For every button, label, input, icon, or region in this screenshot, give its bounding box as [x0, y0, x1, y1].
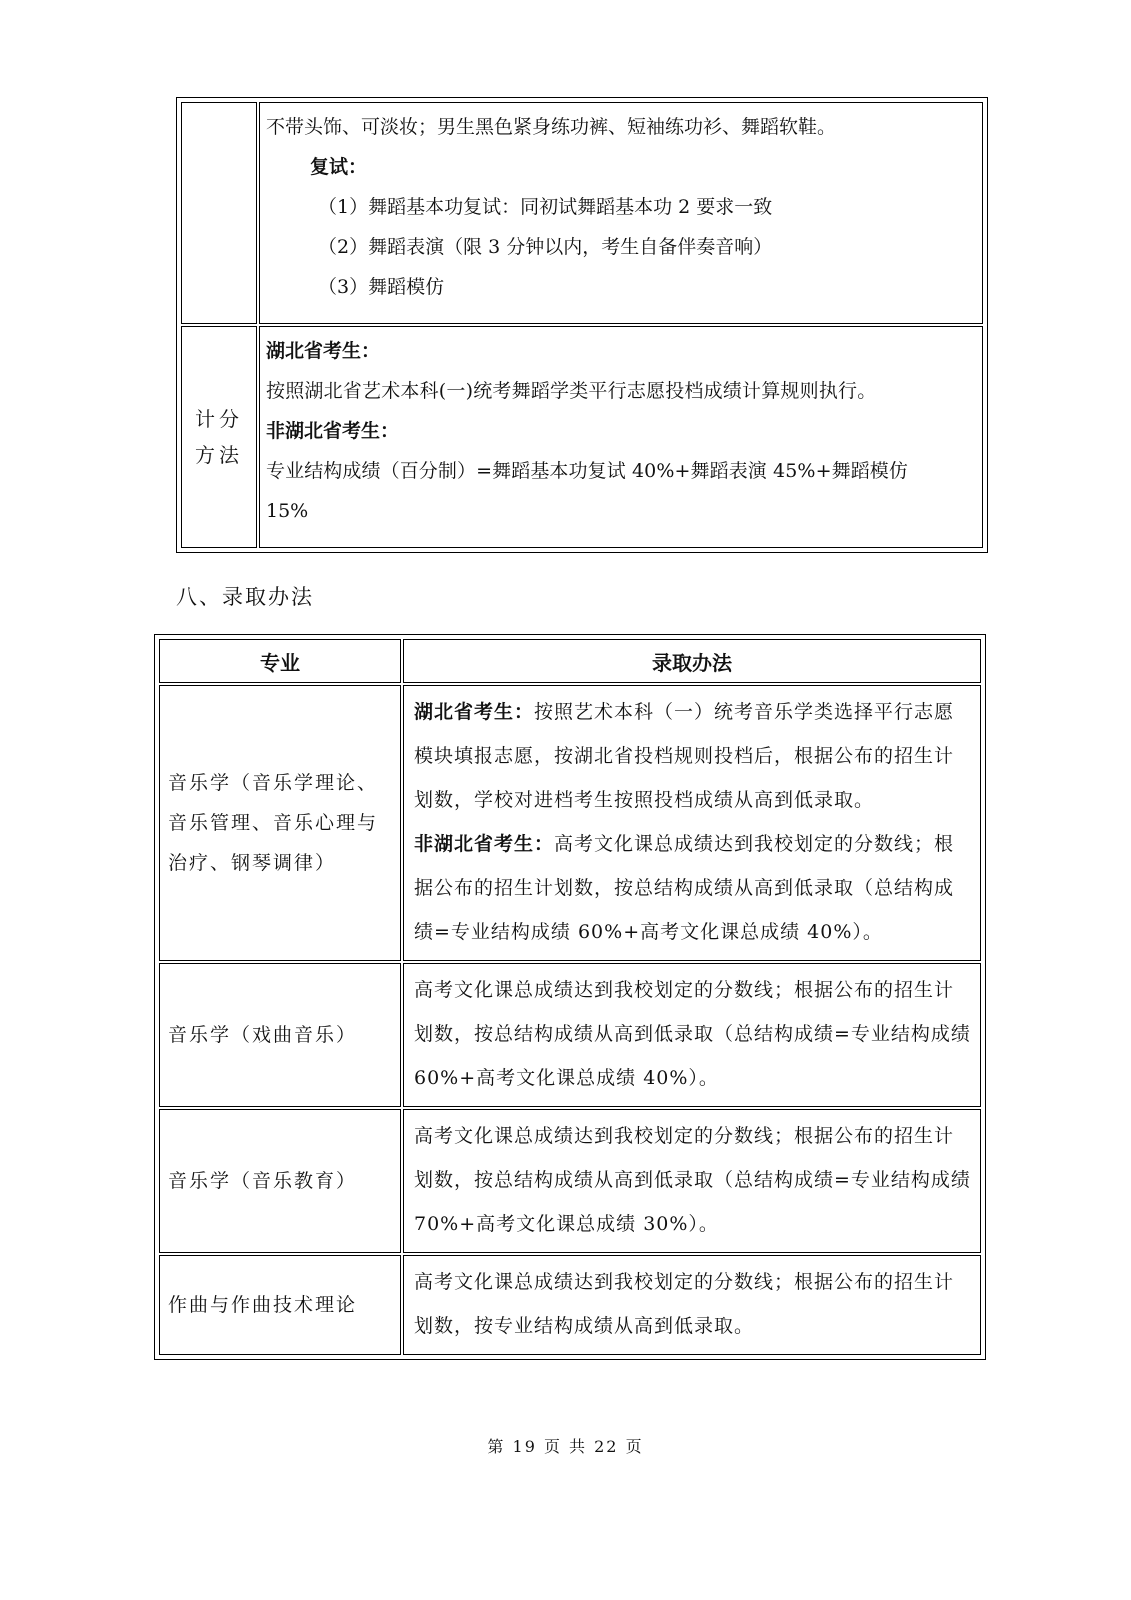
row-label-empty	[181, 102, 257, 324]
admission-table	[154, 634, 986, 1360]
section-heading: 八、录取办法	[176, 585, 314, 609]
retest-heading: 复试：	[310, 156, 368, 178]
hubei-method-text: 按照艺术本科（一）统考音乐学类选择平行志愿模块填报志愿，按湖北省投档规则投档后，根据公布的招生计划数，学校对进档考生按照投档成绩从高到低录取。	[414, 701, 955, 811]
table-row	[181, 102, 983, 324]
table-row	[159, 963, 981, 1107]
table-row	[159, 1109, 981, 1253]
method-cell: 高考文化课总成绩达到我校划定的分数线；根据公布的招生计划数，按总结构成绩从高到低录取（总结构成绩=专业结构成绩 60%+高考文化课总成绩 40%）。	[403, 963, 981, 1107]
page-number: 第 19 页 共 22 页	[487, 1437, 644, 1456]
header-major: 专业	[159, 639, 401, 683]
non-hubei-candidates-heading: 非湖北省考生：	[266, 420, 400, 442]
non-hubei-method-text: 高考文化课总成绩达到我校划定的分数线；根据公布的招生计划数，按总结构成绩从高到低录取（总结构成绩=专业结构成绩 60%+高考文化课总成绩 40%）。	[414, 833, 955, 943]
method-cell	[403, 685, 981, 961]
table-header-row	[159, 639, 981, 683]
hubei-label: 湖北省考生：	[414, 701, 535, 723]
non-hubei-scoring-text: 专业结构成绩（百分制）=舞蹈基本功复试 40%+舞蹈表演 45%+舞蹈模仿	[266, 460, 909, 482]
hubei-candidates-heading: 湖北省考生：	[266, 340, 381, 362]
major-cell: 音乐学（音乐学理论、音乐管理、音乐心理与治疗、钢琴调律）	[159, 685, 401, 961]
scoring-method-cell	[259, 326, 983, 548]
hubei-scoring-text: 按照湖北省艺术本科(一)统考舞蹈学类平行志愿投档成绩计算规则执行。	[266, 380, 877, 402]
method-cell: 高考文化课总成绩达到我校划定的分数线；根据公布的招生计划数，按总结构成绩从高到低录取（总结构成绩=专业结构成绩 70%+高考文化课总成绩 30%）。	[403, 1109, 981, 1253]
dress-requirement-text: 不带头饰、可淡妆；男生黑色紧身练功裤、短袖练功衫、舞蹈软鞋。	[266, 116, 837, 138]
method-cell: 高考文化课总成绩达到我校划定的分数线；根据公布的招生计划数，按专业结构成绩从高到低录取。	[403, 1255, 981, 1355]
retest-content-cell	[259, 102, 983, 324]
scoring-method-label: 计分 方法	[181, 326, 257, 548]
major-cell: 作曲与作曲技术理论	[159, 1255, 401, 1355]
retest-item-2: （2）舞蹈表演（限 3 分钟以内，考生自备伴奏音响）	[318, 236, 773, 258]
retest-item-3: （3）舞蹈模仿	[318, 276, 445, 298]
non-hubei-label: 非湖北省考生：	[414, 833, 555, 855]
retest-item-1: （1）舞蹈基本功复试：同初试舞蹈基本功 2 要求一致	[318, 196, 773, 218]
table-row	[159, 685, 981, 961]
exam-content-table	[176, 97, 988, 553]
major-cell: 音乐学（音乐教育）	[159, 1109, 401, 1253]
table-row	[159, 1255, 981, 1355]
table-row	[181, 326, 983, 548]
non-hubei-scoring-text-cont: 15%	[266, 500, 309, 522]
major-cell: 音乐学（戏曲音乐）	[159, 963, 401, 1107]
header-admission-method: 录取办法	[403, 639, 981, 683]
